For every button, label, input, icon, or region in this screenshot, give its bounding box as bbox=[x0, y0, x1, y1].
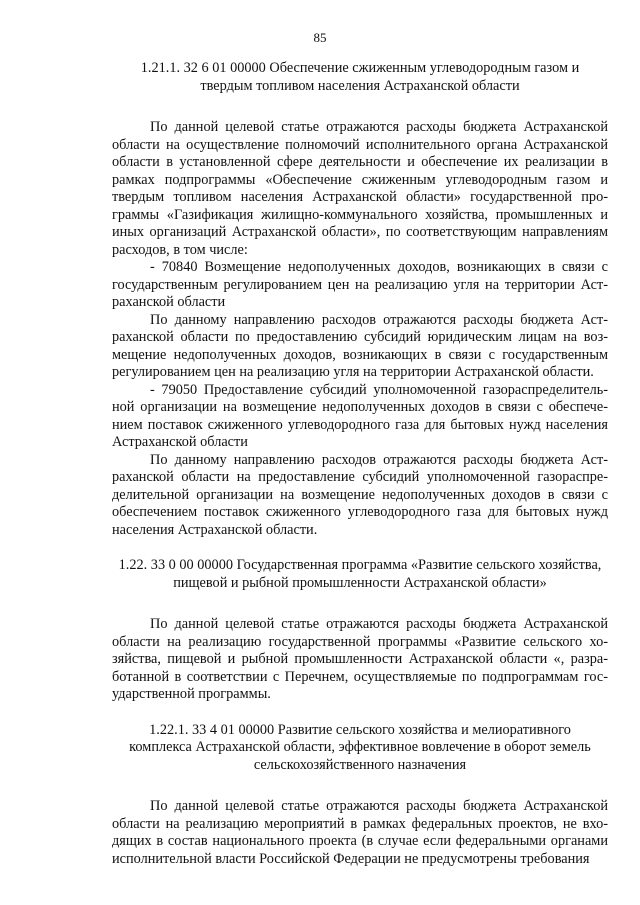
section-heading-1-21-1: 1.21.1. 32 6 01 00000 Обеспечение сжиженным углеводородным газом и твердым топливом населения Астраханской области bbox=[140, 60, 580, 94]
paragraph: - 79050 Предоставление субсидий уполномоченной газораспределительной организации на возмещение недополученных доходов в связи с обеспечением поставок сжиженного углеводородного газа для бытовых нужд населения Астраханской области bbox=[112, 381, 608, 450]
paragraph: По данному направлению расходов отражаются расходы бюджета Астраханской области по предоставлению субсидий юридическим лицам на возмещение недополученных доходов, возникающих в связи с государственным регулированием цен на реализацию угля на территории Астраханской области. bbox=[112, 311, 608, 380]
paragraph: По данному направлению расходов отражаются расходы бюджета Астраханской области на предоставление субсидий уполномоченной газораспределительной организации на возмещение недополученных доходов в связи с обеспечением поставок сжиженного углеводородного газа для бытовых нужд населения Астраханской области. bbox=[112, 451, 608, 538]
page-number: 85 bbox=[313, 30, 327, 45]
paragraph: - 70840 Возмещение недополученных доходов, возникающих в связи с государственным регулированием цен на реализацию угля на территории Астраханской области bbox=[112, 259, 608, 310]
section-heading-1-22: 1.22. 33 0 00 00000 Государственная программа «Развитие сельского хозяйства, пищевой и рыбной промышленности Астраханской области» bbox=[118, 557, 602, 591]
paragraph: По данной целевой статье отражаются расходы бюджета Астраханской области на реализацию мероприятий в рамках федеральных проектов, не входящих в состав национального проекта (в случае если федеральными органами исполнительной власти Российской Федерации не предусмотрены требования bbox=[112, 798, 608, 867]
paragraph: По данной целевой статье отражаются расходы бюджета Астраханской области на реализацию государственной программы «Развитие сельского хозяйства, пищевой и рыбной промышленности Астраханской области «, разработанной в соответствии с Перечнем, осуществляемые по подпрограммам государственной программы. bbox=[112, 616, 608, 702]
section-heading-1-22-1: 1.22.1. 33 4 01 00000 Развитие сельского хозяйства и мелиоративного комплекса Астраханской области, эффективное вовлечение в оборот земель сельскохозяйственного назначения bbox=[129, 721, 591, 773]
paragraph: По данной целевой статье отражаются расходы бюджета Астраханской области на осуществление полномочий исполнительного органа Астраханской области в установленной сфере деятельности и обеспечение их реализации в рамках подпрограммы «Обеспечение сжиженным углеводородным газом и твердым топливом населения Астраханской области» государственной программы «Газификация жилищно-коммунального хозяйства, промышленных и иных организаций Астраханской области», по соответствующим направлениям расходов, в том числе: bbox=[112, 119, 608, 258]
document-body bbox=[112, 60, 608, 868]
